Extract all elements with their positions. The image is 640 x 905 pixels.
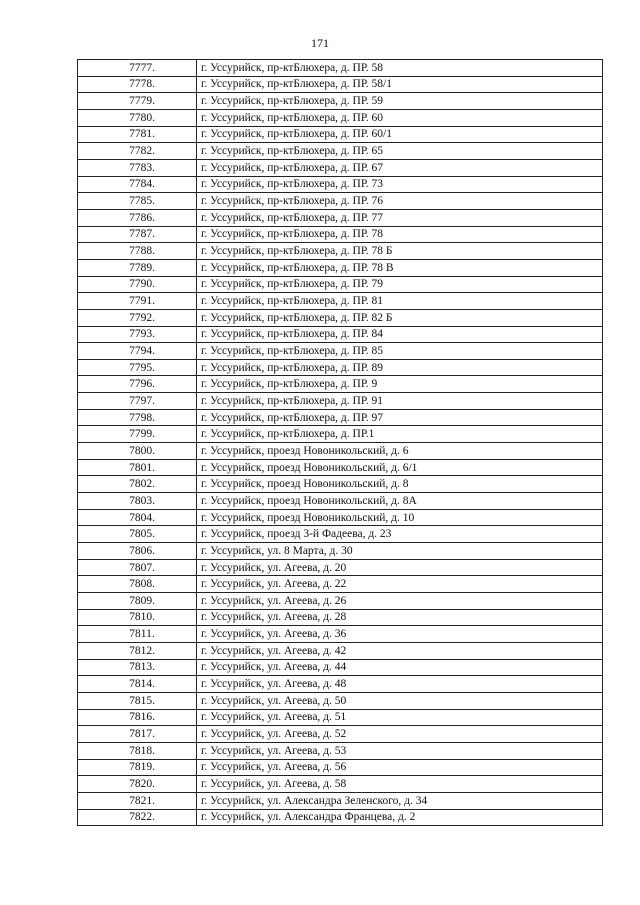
row-address: г. Уссурийск, проезд Новоникольский, д. 10 bbox=[197, 509, 603, 526]
table-row bbox=[78, 609, 603, 626]
row-address: г. Уссурийск, ул. Агеева, д. 56 bbox=[197, 759, 603, 776]
table-row bbox=[78, 209, 603, 226]
row-address: г. Уссурийск, пр-ктБлюхера, д. ПР. 78 bbox=[197, 226, 603, 243]
row-number: 7817. bbox=[78, 726, 197, 743]
page-number: 171 bbox=[311, 36, 329, 50]
row-number: 7779. bbox=[78, 93, 197, 110]
table-row bbox=[78, 659, 603, 676]
row-address: г. Уссурийск, ул. Агеева, д. 26 bbox=[197, 593, 603, 610]
row-address: г. Уссурийск, пр-ктБлюхера, д. ПР. 65 bbox=[197, 143, 603, 160]
table-row bbox=[78, 293, 603, 310]
table-row bbox=[78, 576, 603, 593]
row-number: 7781. bbox=[78, 126, 197, 143]
row-address: г. Уссурийск, пр-ктБлюхера, д. ПР. 73 bbox=[197, 176, 603, 193]
row-number: 7786. bbox=[78, 209, 197, 226]
row-number: 7818. bbox=[78, 742, 197, 759]
row-address: г. Уссурийск, пр-ктБлюхера, д. ПР. 79 bbox=[197, 276, 603, 293]
table-row bbox=[78, 143, 603, 160]
row-address: г. Уссурийск, пр-ктБлюхера, д. ПР. 91 bbox=[197, 393, 603, 410]
table-row bbox=[78, 243, 603, 260]
table-row bbox=[78, 493, 603, 510]
row-address: г. Уссурийск, ул. Агеева, д. 48 bbox=[197, 676, 603, 693]
row-number: 7814. bbox=[78, 676, 197, 693]
row-address: г. Уссурийск, пр-ктБлюхера, д. ПР. 85 bbox=[197, 343, 603, 360]
row-number: 7802. bbox=[78, 476, 197, 493]
table-row bbox=[78, 93, 603, 110]
table-row bbox=[78, 692, 603, 709]
row-address: г. Уссурийск, пр-ктБлюхера, д. ПР.1 bbox=[197, 426, 603, 443]
table-row bbox=[78, 193, 603, 210]
row-address: г. Уссурийск, пр-ктБлюхера, д. ПР. 58/1 bbox=[197, 76, 603, 93]
row-address: г. Уссурийск, проезд Новоникольский, д. 6/1 bbox=[197, 459, 603, 476]
table-row bbox=[78, 76, 603, 93]
row-number: 7805. bbox=[78, 526, 197, 543]
table-row bbox=[78, 176, 603, 193]
row-number: 7809. bbox=[78, 593, 197, 610]
row-number: 7811. bbox=[78, 626, 197, 643]
table-row bbox=[78, 776, 603, 793]
row-address: г. Уссурийск, пр-ктБлюхера, д. ПР. 77 bbox=[197, 209, 603, 226]
row-number: 7800. bbox=[78, 443, 197, 460]
row-address: г. Уссурийск, пр-ктБлюхера, д. ПР. 84 bbox=[197, 326, 603, 343]
address-table bbox=[77, 59, 603, 826]
row-address: г. Уссурийск, ул. Агеева, д. 44 bbox=[197, 659, 603, 676]
row-address: г. Уссурийск, ул. Александра Францева, д. 2 bbox=[197, 809, 603, 826]
table-row bbox=[78, 642, 603, 659]
table-row bbox=[78, 343, 603, 360]
row-address: г. Уссурийск, ул. Александра Зеленского, д. 34 bbox=[197, 792, 603, 809]
row-number: 7815. bbox=[78, 692, 197, 709]
table-row bbox=[78, 526, 603, 543]
row-number: 7806. bbox=[78, 543, 197, 560]
row-number: 7777. bbox=[78, 60, 197, 77]
row-address: г. Уссурийск, пр-ктБлюхера, д. ПР. 76 bbox=[197, 193, 603, 210]
row-address: г. Уссурийск, ул. Агеева, д. 42 bbox=[197, 642, 603, 659]
row-number: 7810. bbox=[78, 609, 197, 626]
row-number: 7808. bbox=[78, 576, 197, 593]
row-address: г. Уссурийск, ул. Агеева, д. 58 bbox=[197, 776, 603, 793]
row-number: 7788. bbox=[78, 243, 197, 260]
table-row bbox=[78, 543, 603, 560]
row-address: г. Уссурийск, ул. Агеева, д. 52 bbox=[197, 726, 603, 743]
row-address: г. Уссурийск, ул. Агеева, д. 20 bbox=[197, 559, 603, 576]
row-number: 7807. bbox=[78, 559, 197, 576]
row-number: 7790. bbox=[78, 276, 197, 293]
address-table-body bbox=[78, 60, 603, 826]
row-number: 7787. bbox=[78, 226, 197, 243]
row-number: 7797. bbox=[78, 393, 197, 410]
row-number: 7789. bbox=[78, 259, 197, 276]
row-address: г. Уссурийск, пр-ктБлюхера, д. ПР. 81 bbox=[197, 293, 603, 310]
table-row bbox=[78, 443, 603, 460]
row-number: 7783. bbox=[78, 159, 197, 176]
row-number: 7798. bbox=[78, 409, 197, 426]
row-address: г. Уссурийск, пр-ктБлюхера, д. ПР. 78 В bbox=[197, 259, 603, 276]
row-number: 7819. bbox=[78, 759, 197, 776]
row-address: г. Уссурийск, пр-ктБлюхера, д. ПР. 58 bbox=[197, 60, 603, 77]
row-number: 7804. bbox=[78, 509, 197, 526]
row-number: 7813. bbox=[78, 659, 197, 676]
table-row bbox=[78, 60, 603, 77]
table-row bbox=[78, 359, 603, 376]
table-row bbox=[78, 759, 603, 776]
row-number: 7780. bbox=[78, 109, 197, 126]
row-number: 7812. bbox=[78, 642, 197, 659]
table-row bbox=[78, 559, 603, 576]
row-address: г. Уссурийск, пр-ктБлюхера, д. ПР. 60 bbox=[197, 109, 603, 126]
table-row bbox=[78, 159, 603, 176]
row-address: г. Уссурийск, пр-ктБлюхера, д. ПР. 67 bbox=[197, 159, 603, 176]
row-number: 7821. bbox=[78, 792, 197, 809]
row-address: г. Уссурийск, пр-ктБлюхера, д. ПР. 78 Б bbox=[197, 243, 603, 260]
row-address: г. Уссурийск, проезд Новоникольский, д. 6 bbox=[197, 443, 603, 460]
row-number: 7799. bbox=[78, 426, 197, 443]
row-address: г. Уссурийск, ул. Агеева, д. 22 bbox=[197, 576, 603, 593]
row-address: г. Уссурийск, ул. Агеева, д. 51 bbox=[197, 709, 603, 726]
table-row bbox=[78, 742, 603, 759]
row-address: г. Уссурийск, ул. Агеева, д. 50 bbox=[197, 692, 603, 709]
table-row bbox=[78, 126, 603, 143]
row-number: 7785. bbox=[78, 193, 197, 210]
row-number: 7796. bbox=[78, 376, 197, 393]
table-row bbox=[78, 792, 603, 809]
row-number: 7803. bbox=[78, 493, 197, 510]
row-number: 7792. bbox=[78, 309, 197, 326]
row-number: 7782. bbox=[78, 143, 197, 160]
row-address: г. Уссурийск, ул. Агеева, д. 28 bbox=[197, 609, 603, 626]
table-row bbox=[78, 309, 603, 326]
row-address: г. Уссурийск, ул. 8 Марта, д. 30 bbox=[197, 543, 603, 560]
row-address: г. Уссурийск, пр-ктБлюхера, д. ПР. 59 bbox=[197, 93, 603, 110]
table-row bbox=[78, 409, 603, 426]
row-number: 7820. bbox=[78, 776, 197, 793]
table-row bbox=[78, 393, 603, 410]
row-address: г. Уссурийск, ул. Агеева, д. 36 bbox=[197, 626, 603, 643]
table-row bbox=[78, 276, 603, 293]
row-address: г. Уссурийск, пр-ктБлюхера, д. ПР. 89 bbox=[197, 359, 603, 376]
row-number: 7795. bbox=[78, 359, 197, 376]
row-number: 7822. bbox=[78, 809, 197, 826]
table-row bbox=[78, 509, 603, 526]
table-row bbox=[78, 809, 603, 826]
table-row bbox=[78, 376, 603, 393]
table-row bbox=[78, 476, 603, 493]
table-row bbox=[78, 593, 603, 610]
row-address: г. Уссурийск, проезд Новоникольский, д. 8 bbox=[197, 476, 603, 493]
row-number: 7791. bbox=[78, 293, 197, 310]
row-address: г. Уссурийск, ул. Агеева, д. 53 bbox=[197, 742, 603, 759]
row-address: г. Уссурийск, проезд 3-й Фадеева, д. 23 bbox=[197, 526, 603, 543]
table-row bbox=[78, 459, 603, 476]
table-row bbox=[78, 226, 603, 243]
row-address: г. Уссурийск, пр-ктБлюхера, д. ПР. 60/1 bbox=[197, 126, 603, 143]
row-number: 7778. bbox=[78, 76, 197, 93]
table-row bbox=[78, 109, 603, 126]
table-row bbox=[78, 326, 603, 343]
row-number: 7801. bbox=[78, 459, 197, 476]
row-number: 7794. bbox=[78, 343, 197, 360]
row-address: г. Уссурийск, проезд Новоникольский, д. 8А bbox=[197, 493, 603, 510]
row-number: 7793. bbox=[78, 326, 197, 343]
table-row bbox=[78, 426, 603, 443]
table-row bbox=[78, 259, 603, 276]
table-row bbox=[78, 709, 603, 726]
row-address: г. Уссурийск, пр-ктБлюхера, д. ПР. 82 Б bbox=[197, 309, 603, 326]
table-row bbox=[78, 626, 603, 643]
row-number: 7816. bbox=[78, 709, 197, 726]
row-number: 7784. bbox=[78, 176, 197, 193]
row-address: г. Уссурийск, пр-ктБлюхера, д. ПР. 97 bbox=[197, 409, 603, 426]
table-row bbox=[78, 676, 603, 693]
table-row bbox=[78, 726, 603, 743]
row-address: г. Уссурийск, пр-ктБлюхера, д. ПР. 9 bbox=[197, 376, 603, 393]
